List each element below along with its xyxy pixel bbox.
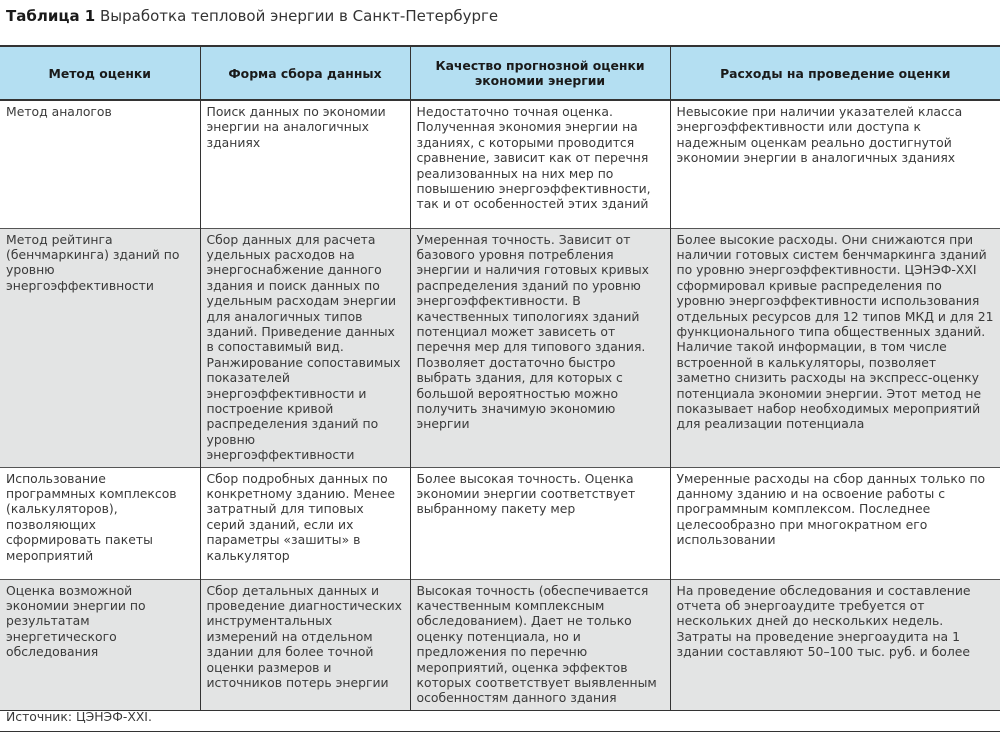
table-title-text: Выработка тепловой энергии в Санкт-Петербурге — [100, 7, 499, 25]
table-row — [0, 100, 1000, 228]
cell-data-collection: Поиск данных по экономии энергии на аналогичных зданиях — [200, 100, 410, 228]
cell-method: Метод аналогов — [6, 104, 112, 119]
bottom-divider — [0, 731, 1000, 732]
cell-assessment-cost: На проведение обследования и составление отчета об энергоаудите требуется от нескольких дней до нескольких недель. Затраты на проведение энергоаудита на 1 здании составляют 50–100 тыс. руб. и более — [670, 579, 1000, 710]
table-number: Таблица 1 — [6, 7, 96, 25]
header-data-collection: Форма сбора данных — [200, 46, 410, 100]
cell-method: Метод рейтинга (бенчмаркинга) зданий по уровню энергоэффективности — [0, 228, 200, 467]
cell-assessment-cost: Более высокие расходы. Они снижаются при наличии готовых систем бенчмаркинга зданий по уровню энергоэффективности. ЦЭНЭФ-XXI сформировал кривые распределения по уровню энергоэффективности использования отдельных ресурсов для 12 типов МКД и для 21 функционального типа общественных зданий. Наличие такой информации, в том числе встроенной в калькуляторы, позволяет заметно снизить расходы на экспресс-оценку потенциала экономии энергии. Этот метод не показывает набор необходимых мероприятий для реализации потенциала — [670, 228, 1000, 467]
table-source-note: Источник: ЦЭНЭФ-XXI. — [6, 709, 152, 724]
header-forecast-quality: Качество прогнозной оценки экономии энергии — [410, 46, 670, 100]
cell-data-collection: Сбор подробных данных по конкретному зданию. Менее затратный для типовых серий зданий, если их параметры «зашиты» в калькулятор — [200, 467, 410, 579]
header-assessment-cost: Расходы на проведение оценки — [670, 46, 1000, 100]
comparison-table — [0, 45, 1000, 711]
cell-forecast-quality: Более высокая точность. Оценка экономии энергии соответствует выбранному пакету мер — [410, 467, 670, 579]
table-row — [0, 579, 1000, 710]
table-title — [6, 6, 498, 26]
cell-data-collection: Сбор данных для расчета удельных расходов на энергоснабжение данного здания и поиск данных по удельным расходам энергии для аналогичных типов зданий. Приведение данных в сопоставимый вид. Ранжирование сопоставимых показателей энергоэффективности и построение кривой распределения зданий по уровню энергоэффективности — [200, 228, 410, 467]
cell-assessment-cost: Умеренные расходы на сбор данных только по данному зданию и на освоение работы с программным комплексом. Последнее целесообразно при многократном его использовании — [670, 467, 1000, 579]
cell-method: Использование программных комплексов (калькуляторов), позволяющих сформировать пакеты мероприятий — [0, 467, 200, 579]
table-row — [0, 467, 1000, 579]
table-row — [0, 228, 1000, 467]
header-method: Метод оценки — [0, 46, 200, 100]
cell-forecast-quality: Недостаточно точная оценка. Полученная экономия энергии на зданиях, с которыми проводится сравнение, зависит как от перечня реализованных на них мер по повышению энергоэффективности, так и от особенностей этих зданий — [410, 100, 670, 228]
table-header-row — [0, 46, 1000, 100]
cell-data-collection: Сбор детальных данных и проведение диагностических инструментальных измерений на отдельном здании для более точной оценки размеров и источников потерь энергии — [200, 579, 410, 710]
cell-forecast-quality: Умеренная точность. Зависит от базового уровня потребления энергии и наличия готовых кривых распределения зданий по уровню энергоэффективности. В качественных типологиях зданий потенциал может зависеть от перечня мер для типового здания. Позволяет достаточно быстро выбрать здания, для которых с большой вероятностью можно получить значимую экономию энергии — [410, 228, 670, 467]
cell-forecast-quality: Высокая точность (обеспечивается качественным комплексным обследованием). Дает не только оценку потенциала, но и предложения по перечню мероприятий, оценка эффектов которых соответствует выявленным особенностям данного здания — [410, 579, 670, 710]
cell-method: Оценка возможной экономии энергии по результатам энергетического обследования — [0, 579, 200, 710]
cell-assessment-cost: Невысокие при наличии указателей класса энергоэффективности или доступа к надежным оценкам реально достигнутой экономии энергии в аналогичных зданиях — [670, 100, 1000, 228]
